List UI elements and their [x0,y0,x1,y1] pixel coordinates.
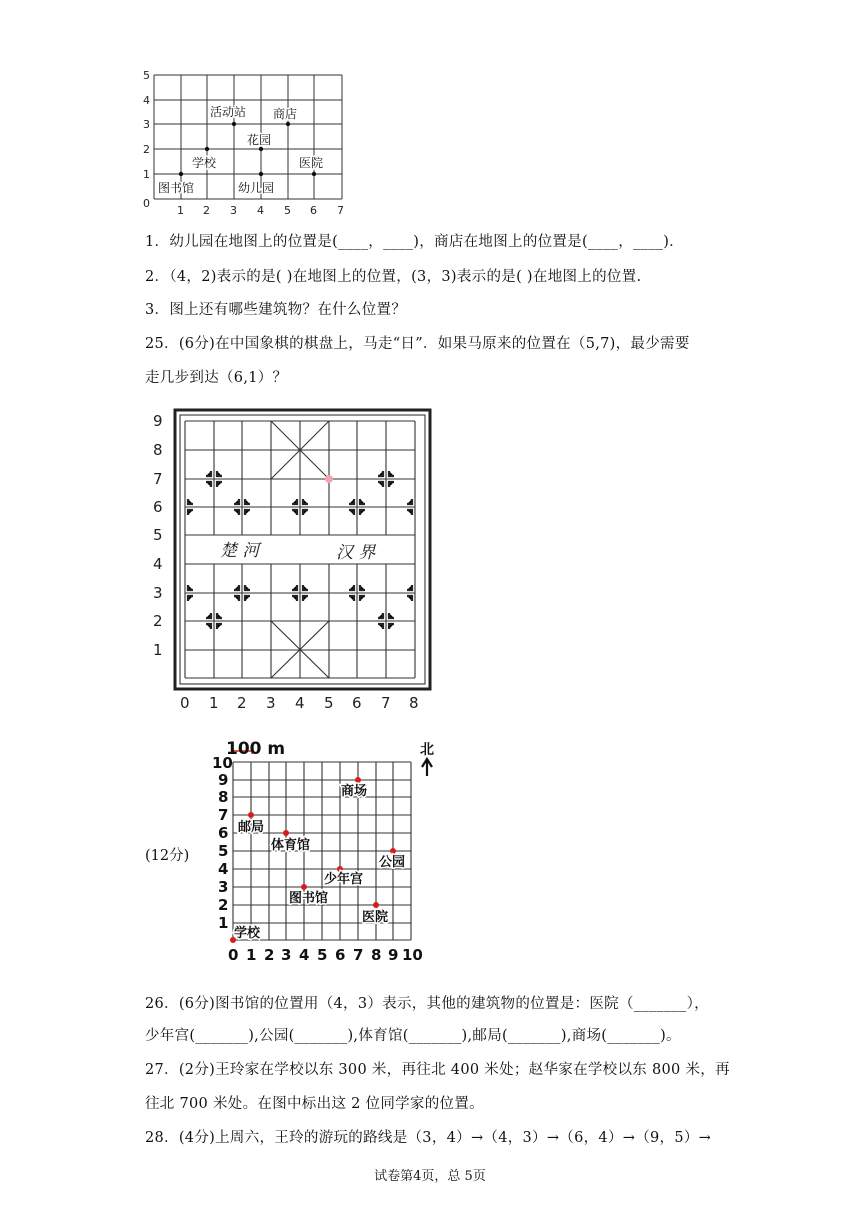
label-school: 学校 [192,156,217,170]
y-tick: 2 [153,612,163,630]
label-gym: 体育馆 [271,838,311,853]
x-tick: 0 [180,694,190,712]
label-school: 学校 [234,926,261,941]
park-dot [390,848,396,854]
river-right-label: 汉 界 [336,543,376,563]
question-27-line-2: 往北 700 米处。在图中标出这 2 位同学家的位置。 [145,1096,484,1112]
post-dot [248,812,254,818]
x-tick: 4 [257,204,264,217]
y-tick: 9 [218,771,229,789]
x-tick: 1 [246,946,257,964]
question-26-line-1: 26．(6分)图书馆的位置用（4，3）表示，其他的建筑物的位置是：医院（_______）， [145,996,709,1012]
label-library: 图书馆 [289,891,329,906]
x-tick: 1 [177,204,184,217]
x-tick: 7 [381,694,391,712]
y-tick: 10 [212,754,233,772]
x-tick: 10 [402,946,423,964]
question-26-line-2: 少年宫(_______),公园(_______),体育馆(_______),邮局(_______),商场(_______)。 [145,1028,681,1044]
question-28-line-1: 28．(4分)上周六，王玲的游玩的路线是（3，4）→（4，3）→（6，4）→（9，5）→ [145,1130,712,1146]
school-dot [205,147,209,151]
y-tick: 5 [218,842,229,860]
library-dot [301,884,307,890]
label-park: 公园 [379,855,406,870]
y-tick: 4 [218,860,229,878]
y-tick: 6 [153,498,163,516]
x-tick: 6 [310,204,317,217]
x-tick: 2 [264,946,275,964]
shop-dot [286,122,290,126]
x-tick: 4 [299,946,310,964]
x-tick: 6 [352,694,362,712]
x-tick: 7 [353,946,364,964]
hospital-dot [373,902,379,908]
north-label: 北 [420,742,434,758]
gym-dot [283,830,289,836]
label-shop: 商店 [273,107,298,121]
score-label: (12分) [145,848,190,864]
y-tick: 3 [218,878,229,896]
y-tick: 0 [143,197,150,210]
label-hospital: 医院 [299,156,324,170]
mall-dot [355,777,361,783]
river-left-label: 楚 河 [220,541,260,561]
library-dot [179,172,183,176]
label-garden: 花园 [247,133,272,147]
label-post: 邮局 [238,820,265,835]
question-25-line-1: 25．(6分)在中国象棋的棋盘上，马走“日”．如果马原来的位置在（5,7)，最少需要 [145,336,690,352]
y-tick: 9 [153,412,163,430]
x-tick: 0 [228,946,239,964]
x-tick: 5 [284,204,291,217]
x-tick: 4 [295,694,305,712]
label-hospital: 医院 [362,910,389,925]
question-2: 2．（4，2)表示的是( )在地图上的位置，(3，3)表示的是( )在地图上的位置. [145,269,642,285]
x-tick: 1 [209,694,219,712]
y-tick: 6 [218,824,229,842]
x-tick: 5 [324,694,334,712]
x-tick: 8 [409,694,419,712]
y-tick: 8 [218,788,229,806]
x-tick: 3 [266,694,276,712]
question-27-line-1: 27．(2分)王玲家在学校以东 300 米，再往北 400 米处；赵华家在学校以东 800 米，再 [145,1062,730,1078]
page-footer: 试卷第4页，总 5页 [374,1169,486,1184]
y-tick: 2 [143,143,150,156]
x-tick: 7 [337,204,344,217]
y-tick: 4 [153,555,163,573]
horse-position-dot [325,475,333,483]
kindergarten-dot [259,172,263,176]
y-tick: 7 [218,806,229,824]
x-tick: 3 [281,946,292,964]
y-tick: 5 [143,69,150,82]
y-tick: 4 [143,94,150,107]
label-library: 图书馆 [158,181,195,195]
question-3: 3．图上还有哪些建筑物？在什么位置？ [145,302,407,318]
question-1: 1．幼儿园在地图上的位置是(____，____)，商店在地图上的位置是(____，____)． [145,234,684,250]
activity-dot [232,122,236,126]
label-kindergarten: 幼儿园 [238,181,275,195]
scale-label: 100 m [226,739,286,759]
y-tick: 8 [153,441,163,459]
y-tick: 1 [218,914,229,932]
x-tick: 2 [203,204,210,217]
coordinate-map-figure [140,66,360,218]
y-tick: 7 [153,470,163,488]
north-arrow-icon [422,759,432,776]
question-25-line-2: 走几步到达（6,1）？ [145,370,288,386]
x-tick: 3 [230,204,237,217]
garden-dot [259,147,263,151]
y-tick: 1 [143,168,150,181]
label-mall: 商场 [341,784,368,799]
y-tick: 5 [153,526,163,544]
x-tick: 8 [371,946,382,964]
y-tick: 2 [218,896,229,914]
town-map-grid [208,735,438,967]
y-tick: 1 [153,641,163,659]
x-tick: 6 [335,946,346,964]
x-tick: 2 [237,694,247,712]
chinese-chess-board [148,405,438,715]
label-youth: 少年宫 [324,872,364,887]
x-tick: 5 [317,946,328,964]
hospital-dot [312,172,316,176]
x-tick: 9 [388,946,399,964]
y-tick: 3 [143,118,150,131]
y-tick: 3 [153,584,163,602]
label-activity: 活动站 [210,105,247,119]
